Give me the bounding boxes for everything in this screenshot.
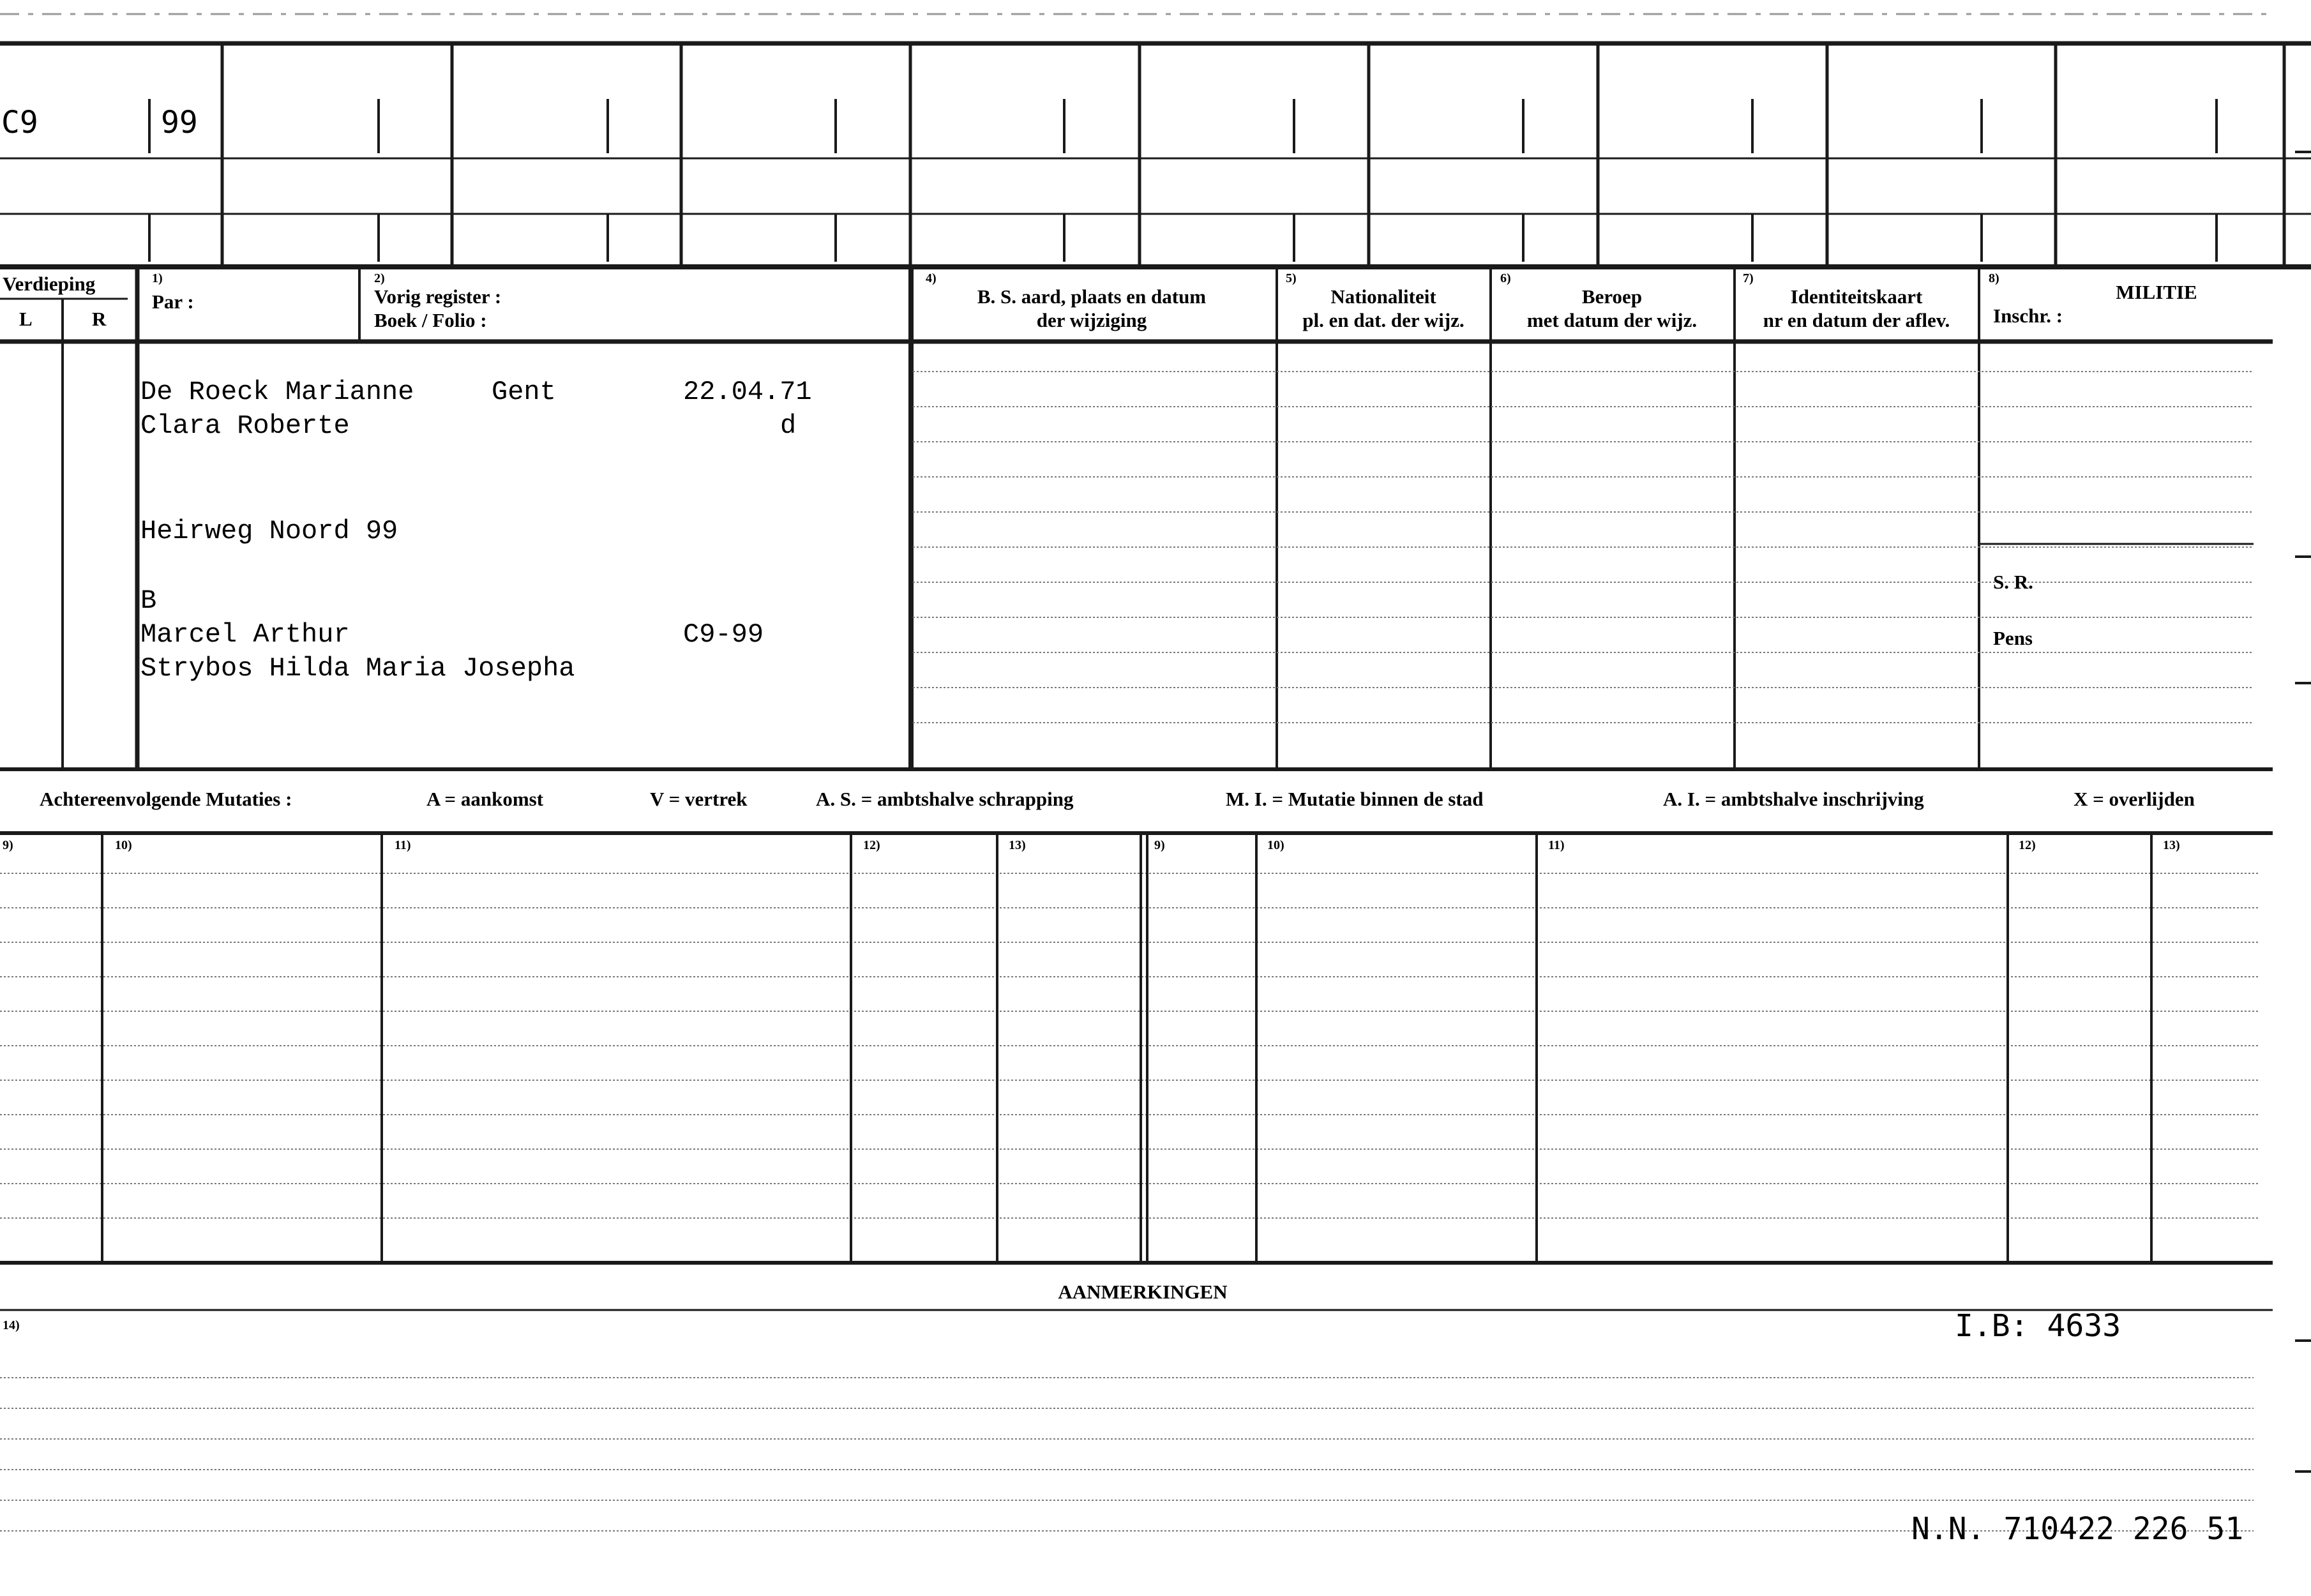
col4-line2: der wijziging — [1036, 309, 1147, 331]
col8-inschr: Inschr. : — [1993, 305, 2063, 327]
mut-num-13a: 13) — [1009, 838, 1026, 852]
verdieping-r: R — [92, 308, 107, 330]
person-mother: Strybos Hilda Maria Josepha — [140, 653, 575, 684]
col6-line1: Beroep — [1581, 285, 1643, 308]
mut-num-12b: 12) — [2019, 838, 2036, 852]
col8-title: MILITIE — [2116, 281, 2197, 303]
militie-sr: S. R. — [1993, 571, 2033, 593]
col4-num: 4) — [926, 271, 937, 285]
col5-num: 5) — [1286, 271, 1297, 285]
mutations-title: Achtereenvolgende Mutaties : — [40, 788, 292, 810]
col7-num: 7) — [1743, 271, 1754, 285]
col1-num: 1) — [152, 271, 163, 285]
remarks-nn: N.N. 710422 226 51 — [1911, 1511, 2244, 1547]
mut-num-11b: 11) — [1548, 838, 1565, 852]
mut-num-10a: 10) — [115, 838, 132, 852]
col2-line2: Boek / Folio : — [374, 309, 487, 331]
legend-mutatie: M. I. = Mutatie binnen de stad — [1226, 788, 1484, 810]
militie-pens: Pens — [1993, 627, 2033, 649]
mut-num-9b: 9) — [1154, 838, 1165, 852]
verdieping-label: Verdieping — [3, 273, 96, 295]
margin-ticks — [2295, 152, 2311, 1472]
mut-num-13b: 13) — [2163, 838, 2180, 852]
col7-line1: Identiteitskaart — [1790, 285, 1923, 308]
person-reference: C9-99 — [683, 619, 764, 650]
person-father: Marcel Arthur — [140, 619, 350, 650]
person-nationality: B — [140, 585, 157, 616]
remarks-num: 14) — [3, 1318, 20, 1332]
col6-num: 6) — [1500, 271, 1511, 285]
upper-ruled-lines — [913, 372, 2254, 723]
col4-line1: B. S. aard, plaats en datum — [977, 285, 1207, 308]
header-number: 99 — [161, 105, 198, 140]
col5-line2: pl. en dat. der wijz. — [1302, 309, 1464, 331]
header-section: C9 — [1, 105, 38, 140]
legend-overlijden: X = overlijden — [2074, 788, 2195, 810]
remarks-ruled-lines — [0, 1378, 2254, 1531]
col6-line2: met datum der wijz. — [1526, 309, 1697, 331]
remarks-ib: I.B: 4633 — [1955, 1308, 2121, 1344]
person-given-names: Clara Roberte — [140, 410, 350, 441]
mut-num-11a: 11) — [395, 838, 411, 852]
person-address: Heirweg Noord 99 — [140, 516, 398, 546]
col2-num: 2) — [374, 271, 385, 285]
legend-aankomst: A = aankomst — [426, 788, 544, 810]
mut-num-10b: 10) — [1267, 838, 1284, 852]
mut-num-9a: 9) — [3, 838, 13, 852]
mutation-columns — [102, 833, 2151, 1263]
person-marker: d — [780, 410, 797, 441]
col2-line1: Vorig register : — [374, 285, 502, 308]
verdieping-l: L — [19, 308, 33, 330]
col7-line2: nr en datum der aflev. — [1763, 309, 1950, 331]
person-birth-date: 22.04.71 — [683, 377, 812, 407]
person-birth-place: Gent — [492, 377, 556, 407]
header-grid — [0, 43, 2311, 267]
mutation-ruled-lines — [0, 873, 2260, 1218]
legend-vertrek: V = vertrek — [650, 788, 748, 810]
col8-num: 8) — [1989, 271, 1999, 285]
col1-label: Par : — [152, 290, 194, 313]
col5-line1: Nationaliteit — [1330, 285, 1436, 308]
mut-num-12a: 12) — [863, 838, 880, 852]
legend-schrapping: A. S. = ambtshalve schrapping — [816, 788, 1074, 810]
remarks-title: AANMERKINGEN — [1058, 1281, 1228, 1303]
person-surname: De Roeck Marianne — [140, 377, 414, 407]
legend-inschrijving: A. I. = ambtshalve inschrijving — [1663, 788, 1924, 810]
